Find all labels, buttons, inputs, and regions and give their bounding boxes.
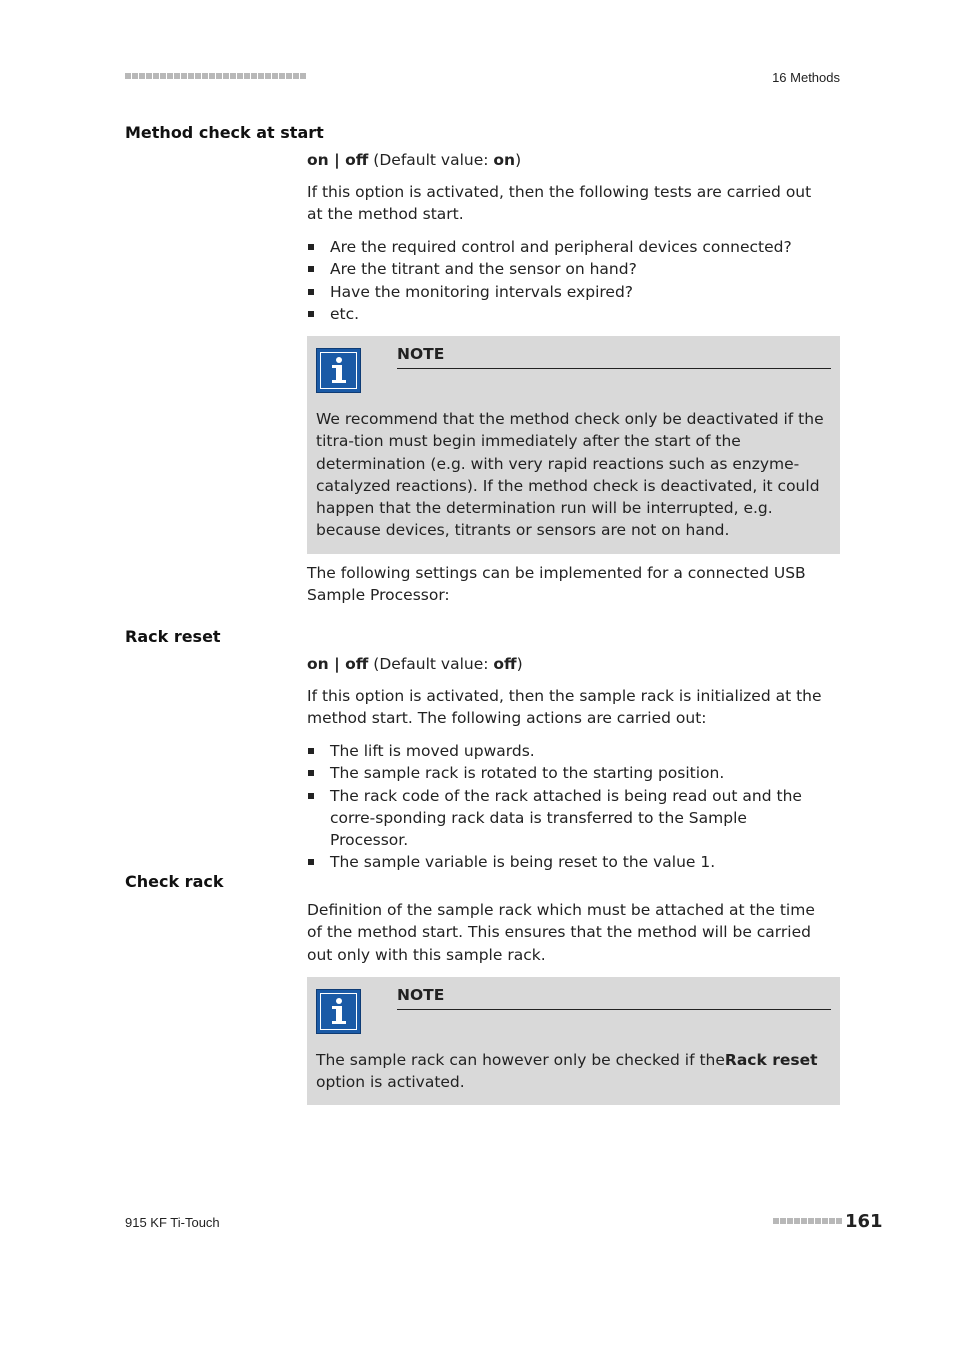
usb-intro-text: The following settings can be implemented for a connected USB Sample Processor: [307,564,806,605]
note-text-after: option is activated. [316,1073,465,1092]
info-icon [316,348,361,393]
note-title: NOTE [397,986,831,1010]
list-item: Are the titrant and the sensor on hand? [307,258,840,280]
default-prefix: (Default value: [368,151,494,169]
method-check-intro: If this option is activated, then the following tests are carried out at the method start. [307,183,812,224]
option-off: off [345,151,369,169]
default-value: off [493,655,517,673]
list-item: Have the monitoring intervals expired? [307,281,840,303]
method-check-bullet-list [307,236,840,325]
heading-check-rack: Check rack [125,872,224,891]
option-on: on [307,655,329,673]
option-separator: | [328,151,346,169]
note-text-before: The sample rack can however only be checked if the [316,1051,725,1069]
rack-reset-bullet-list [307,740,817,874]
note-text: We recommend that the method check only be deactivated if the titra-tion must begin immediately after the start of the determination (e.g. with very rapid reactions such as enzyme-catalyzed reactions). If the method check is deactivated, it could happen that the determination run will be interrupted, e.g. because devices, titrants or sensors are not on hand. [316,410,824,540]
heading-rack-reset: Rack reset [125,627,221,646]
header-decor-squares [125,73,306,79]
default-suffix: ) [516,655,523,673]
header-section-title: 16 Methods [772,70,840,85]
footer-decor-squares [773,1218,842,1224]
info-icon [316,989,361,1034]
rack-reset-options [307,653,840,675]
page-number: 161 [845,1211,883,1232]
note-title: NOTE [397,345,831,369]
list-item: The sample rack is rotated to the starting position. [307,762,817,784]
note-text [316,1049,828,1094]
rack-reset-intro: If this option is activated, then the sample rack is initialized at the method start. The following actions are carried out: [307,687,822,728]
list-item: etc. [307,303,840,325]
option-separator: | [328,655,346,673]
heading-method-check: Method check at start [125,123,324,142]
option-off: off [345,655,369,673]
method-check-options [307,149,840,171]
footer-product-name: 915 KF Ti-Touch [125,1215,220,1230]
default-prefix: (Default value: [368,655,494,673]
note-bold-rack-reset: Rack reset [724,1051,818,1069]
check-rack-text: Definition of the sample rack which must be attached at the time of the method start. This ensures that the method will be carried out only with this sample rack. [307,901,815,964]
list-item: The rack code of the rack attached is being read out and the corre-sponding rack data is transferred to the Sample Processor. [307,785,817,852]
list-item: The sample variable is being reset to the value 1. [307,851,817,873]
default-suffix: ) [515,151,522,169]
list-item: The lift is moved upwards. [307,740,817,762]
option-on: on [307,151,329,169]
list-item: Are the required control and peripheral devices connected? [307,236,840,258]
note-box-check-rack [307,977,840,1105]
note-box-method-check [307,336,840,554]
default-value: on [493,151,516,169]
